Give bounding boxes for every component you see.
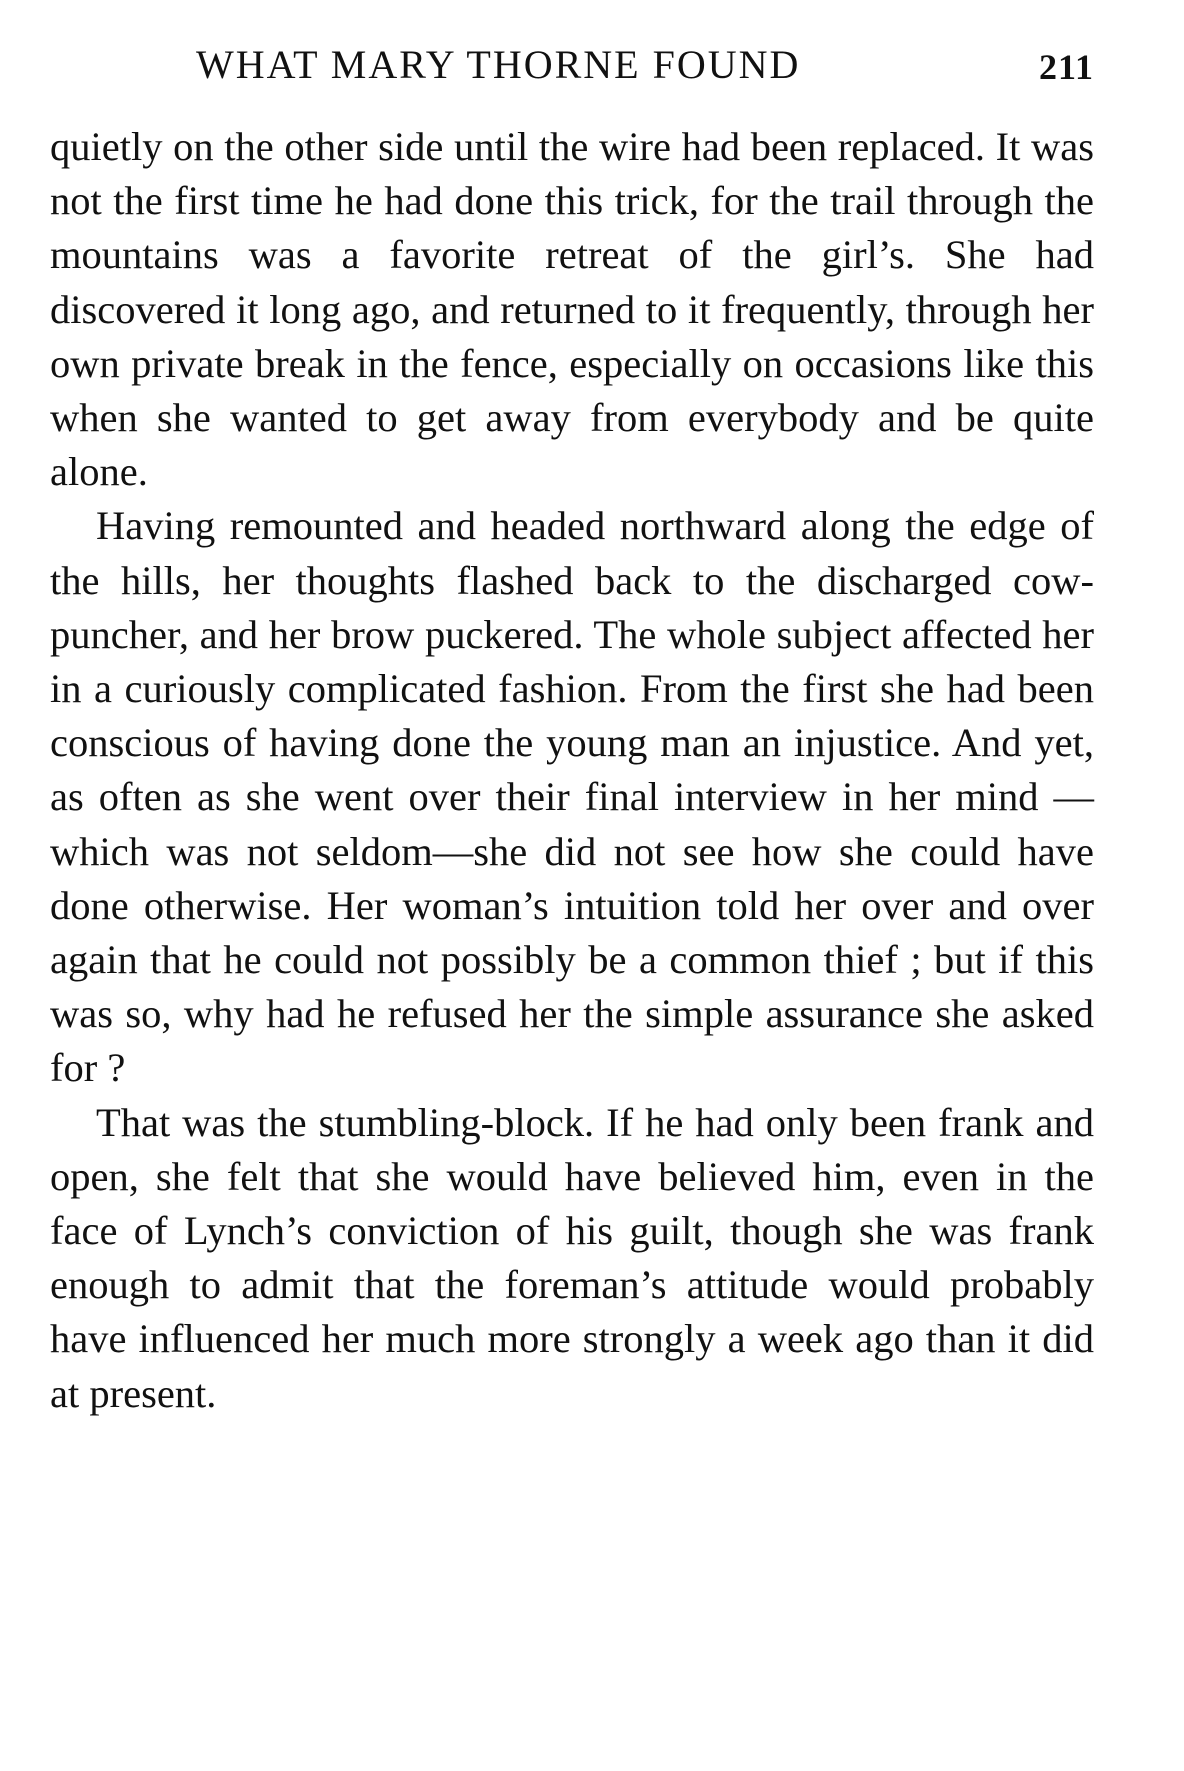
book-page xyxy=(50,34,1094,1734)
paragraph-remounted: Having remounted and headed northward along the edge of the hills, her thoughts flashed back to the discharged cow-puncher, and her brow puckered. The whole subject affected her in a curiously complicated fashion. From the first she had been conscious of having done the young man an injustice. And yet, as often as she went over their final interview in her mind —which was not seldom—she did not see how she could have done otherwise. Her woman’s intuition told her over and over again that he could not possibly be a common thief ; but if this was so, why had he refused her the simple assurance she asked for ? xyxy=(50,503,1094,1091)
paragraph-continuation: quietly on the other side until the wire had been replaced. It was not the first time he had done this trick, for the trail through the mountains was a favorite retreat of the girl’s. She had discovered it long ago, and returned to it frequently, through her own private break in the fence, especially on occasions like this when she wanted to get away from everybody and be quite alone. xyxy=(50,124,1094,495)
paragraph-stumbling-block: That was the stumbling-block. If he had only been frank and open, she felt that she would have believed him, even in the face of Lynch’s conviction of his guilt, though she was frank enough to admit that the foreman’s attitude would probably have influenced her much more strongly a week ago than it did at present. xyxy=(50,1099,1094,1416)
page-number: 211 xyxy=(1038,47,1094,87)
body-text xyxy=(50,120,1094,1421)
running-head xyxy=(50,34,1094,96)
running-title: WHAT MARY THORNE FOUND xyxy=(196,42,801,87)
